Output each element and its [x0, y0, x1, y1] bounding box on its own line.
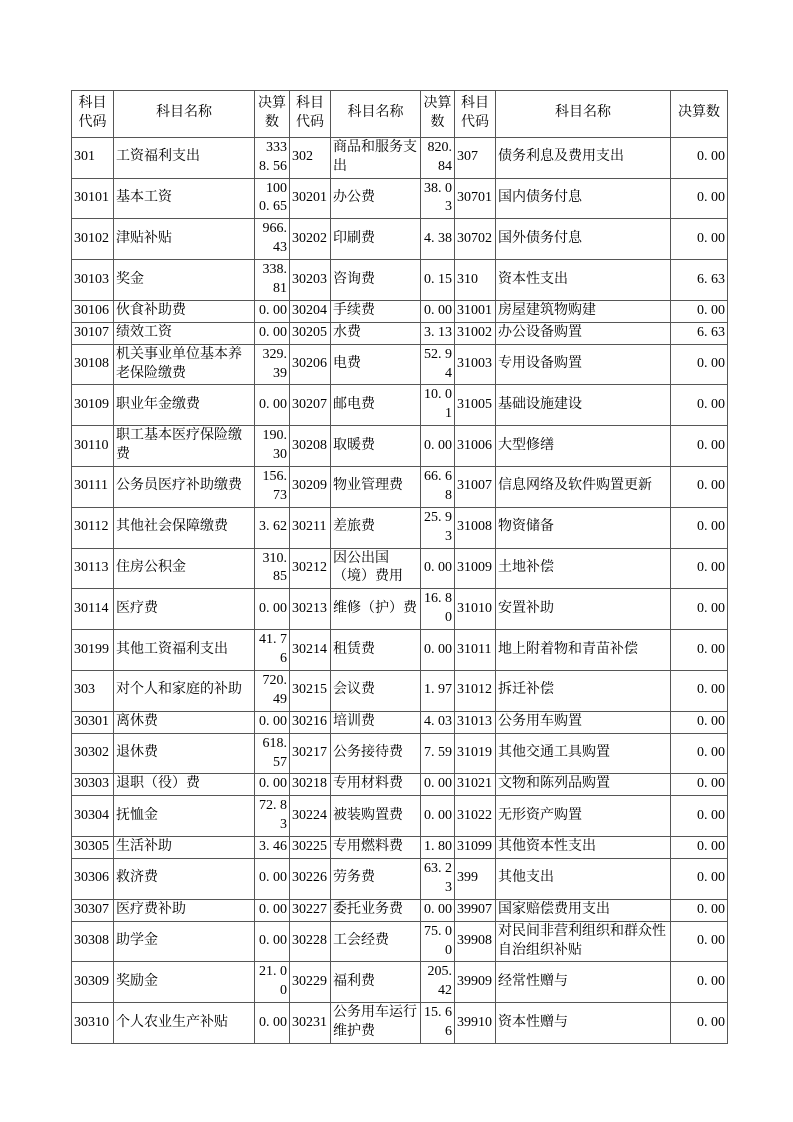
subject-code-cell: 30204: [290, 300, 331, 322]
amount-cell: 0. 00: [671, 1003, 728, 1044]
amount-cell: 0. 00: [421, 899, 455, 921]
subject-code-cell: 30306: [72, 858, 114, 899]
amount-header: 决算数: [255, 91, 290, 138]
amount-cell: 0. 00: [671, 921, 728, 962]
amount-cell: 966. 43: [255, 219, 290, 260]
subject-code-cell: 39910: [455, 1003, 496, 1044]
subject-name-cell: 会议费: [331, 670, 421, 711]
subject-code-cell: 31005: [455, 385, 496, 426]
subject-name-cell: 离休费: [114, 711, 255, 733]
subject-name-cell: 土地补偿: [496, 548, 671, 589]
amount-cell: 0. 00: [671, 548, 728, 589]
subject-name-cell: 医疗费: [114, 589, 255, 630]
amount-cell: 63. 23: [421, 858, 455, 899]
subject-name-cell: 委托业务费: [331, 899, 421, 921]
subject-code-cell: 30199: [72, 630, 114, 671]
subject-name-cell: 抚恤金: [114, 796, 255, 837]
subject-code-cell: 30108: [72, 344, 114, 385]
amount-cell: 3. 62: [255, 507, 290, 548]
amount-cell: 41. 76: [255, 630, 290, 671]
amount-cell: 0. 00: [671, 385, 728, 426]
subject-code-cell: 31021: [455, 774, 496, 796]
subject-code-cell: 31003: [455, 344, 496, 385]
subject-code-cell: 30301: [72, 711, 114, 733]
subject-name-cell: 奖金: [114, 260, 255, 301]
amount-cell: 6. 63: [671, 322, 728, 344]
subject-name-cell: 公务用车购置: [496, 711, 671, 733]
subject-name-cell: 专用设备购置: [496, 344, 671, 385]
subject-name-cell: 物业管理费: [331, 467, 421, 508]
subject-code-cell: 30305: [72, 837, 114, 859]
subject-name-cell: 维修（护）费: [331, 589, 421, 630]
amount-cell: 0. 00: [671, 137, 728, 178]
subject-name-cell: 房屋建筑物购建: [496, 300, 671, 322]
subject-name-cell: 电费: [331, 344, 421, 385]
subject-code-cell: 30309: [72, 962, 114, 1003]
subject-name-cell: 专用材料费: [331, 774, 421, 796]
amount-cell: 0. 00: [255, 1003, 290, 1044]
subject-code-cell: 30111: [72, 467, 114, 508]
subject-code-cell: 31013: [455, 711, 496, 733]
subject-code-cell: 30112: [72, 507, 114, 548]
subject-code-cell: 30109: [72, 385, 114, 426]
subject-code-cell: 399: [455, 858, 496, 899]
table-row: [72, 837, 728, 859]
subject-name-cell: 职业年金缴费: [114, 385, 255, 426]
subject-name-cell: 因公出国（境）费用: [331, 548, 421, 589]
table-row: [72, 260, 728, 301]
table-row: [72, 858, 728, 899]
subject-name-header: 科目名称: [114, 91, 255, 138]
amount-cell: 0. 00: [671, 962, 728, 1003]
subject-name-cell: 差旅费: [331, 507, 421, 548]
subject-name-cell: 国外债务付息: [496, 219, 671, 260]
subject-code-cell: 39909: [455, 962, 496, 1003]
amount-cell: 75. 00: [421, 921, 455, 962]
subject-name-cell: 个人农业生产补贴: [114, 1003, 255, 1044]
subject-name-cell: 拆迁补偿: [496, 670, 671, 711]
subject-code-cell: 303: [72, 670, 114, 711]
amount-cell: 15. 66: [421, 1003, 455, 1044]
subject-code-cell: 30103: [72, 260, 114, 301]
amount-cell: 0. 00: [671, 711, 728, 733]
subject-name-cell: 机关事业单位基本养老保险缴费: [114, 344, 255, 385]
subject-name-cell: 地上附着物和青苗补偿: [496, 630, 671, 671]
amount-cell: 0. 00: [255, 300, 290, 322]
amount-cell: 3. 13: [421, 322, 455, 344]
subject-code-cell: 30702: [455, 219, 496, 260]
amount-cell: 0. 00: [421, 774, 455, 796]
amount-cell: 0. 00: [671, 507, 728, 548]
subject-code-cell: 30207: [290, 385, 331, 426]
subject-name-cell: 其他交通工具购置: [496, 733, 671, 774]
subject-name-cell: 伙食补助费: [114, 300, 255, 322]
subject-name-cell: 助学金: [114, 921, 255, 962]
subject-code-cell: 310: [455, 260, 496, 301]
subject-code-cell: 30102: [72, 219, 114, 260]
amount-cell: 338. 81: [255, 260, 290, 301]
subject-code-cell: 31011: [455, 630, 496, 671]
subject-name-cell: 其他社会保障缴费: [114, 507, 255, 548]
subject-name-cell: 手续费: [331, 300, 421, 322]
subject-name-cell: 基础设施建设: [496, 385, 671, 426]
amount-cell: 25. 93: [421, 507, 455, 548]
amount-cell: 310. 85: [255, 548, 290, 589]
amount-cell: 4. 38: [421, 219, 455, 260]
subject-code-cell: 30214: [290, 630, 331, 671]
subject-code-cell: 31008: [455, 507, 496, 548]
subject-name-cell: 印刷费: [331, 219, 421, 260]
amount-cell: 52. 94: [421, 344, 455, 385]
subject-code-header: 科目代码: [455, 91, 496, 138]
table-row: [72, 137, 728, 178]
amount-cell: 820. 84: [421, 137, 455, 178]
amount-cell: 0. 00: [671, 467, 728, 508]
table-row: [72, 322, 728, 344]
table-row: [72, 219, 728, 260]
subject-name-cell: 生活补助: [114, 837, 255, 859]
amount-cell: 0. 00: [671, 899, 728, 921]
subject-name-cell: 公务用车运行维护费: [331, 1003, 421, 1044]
subject-code-cell: 30310: [72, 1003, 114, 1044]
amount-cell: 0. 00: [671, 774, 728, 796]
subject-name-cell: 资本性赠与: [496, 1003, 671, 1044]
subject-code-cell: 30215: [290, 670, 331, 711]
subject-name-cell: 文物和陈列品购置: [496, 774, 671, 796]
subject-code-cell: 31010: [455, 589, 496, 630]
subject-name-cell: 住房公积金: [114, 548, 255, 589]
amount-cell: 4. 03: [421, 711, 455, 733]
subject-code-cell: 30303: [72, 774, 114, 796]
subject-name-cell: 安置补助: [496, 589, 671, 630]
table-row: [72, 711, 728, 733]
amount-header: 决算数: [671, 91, 728, 138]
amount-cell: 0. 00: [671, 796, 728, 837]
amount-cell: 329. 39: [255, 344, 290, 385]
table-row: [72, 426, 728, 467]
subject-name-cell: 无形资产购置: [496, 796, 671, 837]
subject-code-cell: 30308: [72, 921, 114, 962]
subject-code-cell: 30226: [290, 858, 331, 899]
subject-name-cell: 其他资本性支出: [496, 837, 671, 859]
table-row: [72, 921, 728, 962]
subject-name-cell: 被装购置费: [331, 796, 421, 837]
subject-code-cell: 30101: [72, 178, 114, 219]
amount-cell: 0. 00: [255, 921, 290, 962]
table-row: [72, 548, 728, 589]
amount-cell: 205. 42: [421, 962, 455, 1003]
subject-code-cell: 30231: [290, 1003, 331, 1044]
subject-name-cell: 经常性赠与: [496, 962, 671, 1003]
amount-cell: 0. 00: [255, 858, 290, 899]
amount-cell: 0. 00: [421, 796, 455, 837]
subject-code-cell: 31002: [455, 322, 496, 344]
subject-name-cell: 工资福利支出: [114, 137, 255, 178]
subject-name-cell: 公务接待费: [331, 733, 421, 774]
subject-code-cell: 30110: [72, 426, 114, 467]
subject-code-cell: 30217: [290, 733, 331, 774]
table-header-row: [72, 91, 728, 138]
subject-code-cell: 31006: [455, 426, 496, 467]
subject-code-cell: 30228: [290, 921, 331, 962]
amount-cell: 0. 00: [255, 899, 290, 921]
subject-code-cell: 30225: [290, 837, 331, 859]
subject-name-cell: 公务员医疗补助缴费: [114, 467, 255, 508]
subject-name-cell: 退休费: [114, 733, 255, 774]
amount-cell: 0. 00: [671, 589, 728, 630]
subject-name-cell: 国内债务付息: [496, 178, 671, 219]
final-accounts-subject-table: [71, 90, 728, 1044]
amount-cell: 1. 80: [421, 837, 455, 859]
subject-code-cell: 30213: [290, 589, 331, 630]
subject-name-cell: 物资储备: [496, 507, 671, 548]
subject-code-cell: 30304: [72, 796, 114, 837]
subject-code-cell: 30107: [72, 322, 114, 344]
subject-name-cell: 对个人和家庭的补助: [114, 670, 255, 711]
subject-name-cell: 工会经费: [331, 921, 421, 962]
amount-cell: 21. 00: [255, 962, 290, 1003]
subject-code-cell: 30114: [72, 589, 114, 630]
amount-cell: 0. 00: [671, 300, 728, 322]
subject-name-header: 科目名称: [496, 91, 671, 138]
subject-name-cell: 信息网络及软件购置更新: [496, 467, 671, 508]
amount-cell: 1. 97: [421, 670, 455, 711]
subject-name-cell: 培训费: [331, 711, 421, 733]
amount-cell: 0. 00: [671, 630, 728, 671]
subject-code-cell: 30216: [290, 711, 331, 733]
subject-name-cell: 福利费: [331, 962, 421, 1003]
table-row: [72, 899, 728, 921]
table-row: [72, 178, 728, 219]
subject-name-cell: 劳务费: [331, 858, 421, 899]
subject-code-cell: 39908: [455, 921, 496, 962]
amount-cell: 0. 00: [671, 837, 728, 859]
amount-cell: 38. 03: [421, 178, 455, 219]
amount-cell: 10. 01: [421, 385, 455, 426]
subject-name-cell: 医疗费补助: [114, 899, 255, 921]
amount-cell: 0. 00: [671, 426, 728, 467]
amount-cell: 0. 00: [671, 178, 728, 219]
subject-code-header: 科目代码: [72, 91, 114, 138]
subject-code-cell: 30106: [72, 300, 114, 322]
subject-code-cell: 30218: [290, 774, 331, 796]
subject-code-header: 科目代码: [290, 91, 331, 138]
amount-cell: 0. 00: [671, 858, 728, 899]
subject-code-cell: 31012: [455, 670, 496, 711]
subject-code-cell: 30227: [290, 899, 331, 921]
subject-name-cell: 绩效工资: [114, 322, 255, 344]
amount-cell: 156. 73: [255, 467, 290, 508]
amount-cell: 7. 59: [421, 733, 455, 774]
subject-name-cell: 职工基本医疗保险缴费: [114, 426, 255, 467]
subject-name-header: 科目名称: [331, 91, 421, 138]
amount-cell: 720. 49: [255, 670, 290, 711]
subject-name-cell: 取暖费: [331, 426, 421, 467]
amount-cell: 6. 63: [671, 260, 728, 301]
subject-code-cell: 30701: [455, 178, 496, 219]
table-row: [72, 670, 728, 711]
subject-code-cell: 30208: [290, 426, 331, 467]
table-row: [72, 796, 728, 837]
subject-code-cell: 307: [455, 137, 496, 178]
subject-name-cell: 大型修缮: [496, 426, 671, 467]
subject-name-cell: 奖励金: [114, 962, 255, 1003]
table-row: [72, 962, 728, 1003]
subject-code-cell: 31022: [455, 796, 496, 837]
amount-cell: 3. 46: [255, 837, 290, 859]
subject-name-cell: 水费: [331, 322, 421, 344]
amount-cell: 0. 00: [671, 670, 728, 711]
amount-cell: 3338. 56: [255, 137, 290, 178]
subject-code-cell: 30224: [290, 796, 331, 837]
amount-cell: 72. 83: [255, 796, 290, 837]
subject-name-cell: 资本性支出: [496, 260, 671, 301]
amount-cell: 0. 00: [671, 344, 728, 385]
subject-code-cell: 30203: [290, 260, 331, 301]
subject-name-cell: 对民间非营利组织和群众性自治组织补贴: [496, 921, 671, 962]
amount-cell: 0. 00: [255, 385, 290, 426]
subject-code-cell: 30307: [72, 899, 114, 921]
subject-name-cell: 其他支出: [496, 858, 671, 899]
subject-code-cell: 302: [290, 137, 331, 178]
subject-code-cell: 30229: [290, 962, 331, 1003]
amount-cell: 0. 00: [671, 733, 728, 774]
amount-cell: 0. 00: [255, 322, 290, 344]
amount-cell: 0. 00: [421, 630, 455, 671]
subject-name-cell: 基本工资: [114, 178, 255, 219]
subject-code-cell: 39907: [455, 899, 496, 921]
subject-name-cell: 专用燃料费: [331, 837, 421, 859]
subject-code-cell: 30205: [290, 322, 331, 344]
subject-name-cell: 办公费: [331, 178, 421, 219]
amount-cell: 0. 00: [255, 774, 290, 796]
subject-name-cell: 退职（役）费: [114, 774, 255, 796]
table-row: [72, 507, 728, 548]
subject-code-cell: 30206: [290, 344, 331, 385]
subject-name-cell: 津贴补贴: [114, 219, 255, 260]
subject-code-cell: 30202: [290, 219, 331, 260]
subject-name-cell: 办公设备购置: [496, 322, 671, 344]
subject-code-cell: 30209: [290, 467, 331, 508]
amount-cell: 0. 00: [421, 548, 455, 589]
subject-code-cell: 301: [72, 137, 114, 178]
amount-cell: 1000. 65: [255, 178, 290, 219]
subject-code-cell: 30302: [72, 733, 114, 774]
amount-cell: 16. 80: [421, 589, 455, 630]
table-row: [72, 589, 728, 630]
amount-header: 决算数: [421, 91, 455, 138]
subject-name-cell: 租赁费: [331, 630, 421, 671]
subject-code-cell: 30211: [290, 507, 331, 548]
amount-cell: 0. 00: [671, 219, 728, 260]
subject-code-cell: 30201: [290, 178, 331, 219]
amount-cell: 618. 57: [255, 733, 290, 774]
amount-cell: 66. 68: [421, 467, 455, 508]
subject-name-cell: 国家赔偿费用支出: [496, 899, 671, 921]
subject-code-cell: 31019: [455, 733, 496, 774]
amount-cell: 0. 15: [421, 260, 455, 301]
amount-cell: 190. 30: [255, 426, 290, 467]
subject-code-cell: 31007: [455, 467, 496, 508]
table-row: [72, 385, 728, 426]
subject-name-cell: 救济费: [114, 858, 255, 899]
amount-cell: 0. 00: [421, 426, 455, 467]
subject-code-cell: 31009: [455, 548, 496, 589]
table-row: [72, 344, 728, 385]
table-row: [72, 630, 728, 671]
amount-cell: 0. 00: [255, 589, 290, 630]
amount-cell: 0. 00: [421, 300, 455, 322]
subject-name-cell: 其他工资福利支出: [114, 630, 255, 671]
subject-code-cell: 30212: [290, 548, 331, 589]
subject-name-cell: 债务利息及费用支出: [496, 137, 671, 178]
subject-code-cell: 30113: [72, 548, 114, 589]
table-row: [72, 467, 728, 508]
table-row: [72, 733, 728, 774]
subject-name-cell: 邮电费: [331, 385, 421, 426]
subject-code-cell: 31001: [455, 300, 496, 322]
table-row: [72, 774, 728, 796]
amount-cell: 0. 00: [255, 711, 290, 733]
document-page: [71, 90, 728, 1044]
subject-name-cell: 商品和服务支出: [331, 137, 421, 178]
table-row: [72, 300, 728, 322]
subject-name-cell: 咨询费: [331, 260, 421, 301]
subject-code-cell: 31099: [455, 837, 496, 859]
table-row: [72, 1003, 728, 1044]
